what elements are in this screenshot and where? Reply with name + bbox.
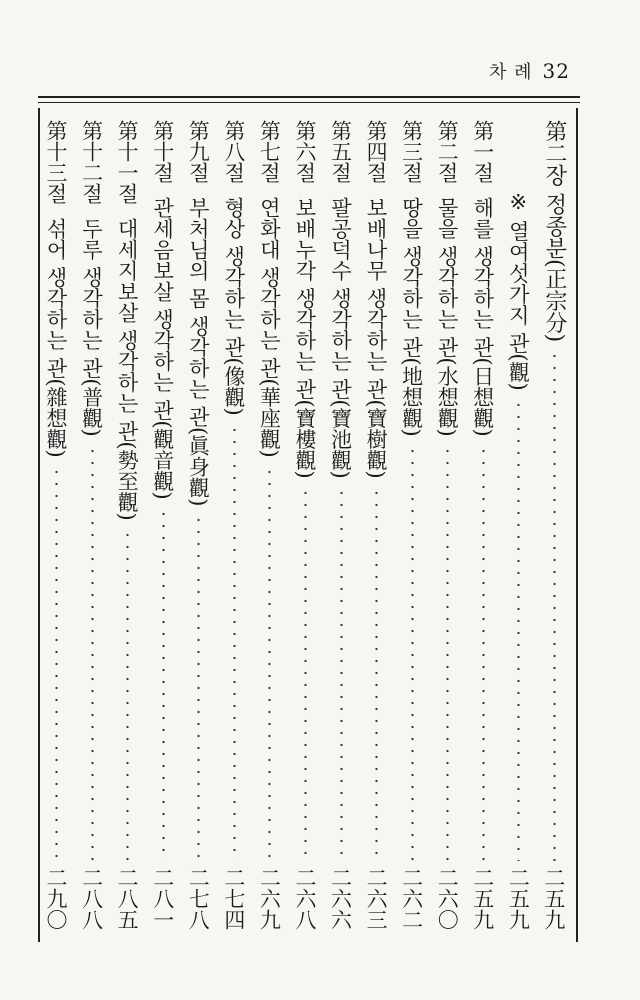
entry-number: 第九절 — [186, 120, 211, 183]
toc-entry — [182, 120, 214, 930]
entry-title — [253, 120, 285, 458]
entry-number: 第七절 — [257, 120, 282, 183]
entry-title — [325, 120, 357, 479]
entry-title — [431, 120, 463, 437]
entry-title — [111, 120, 143, 521]
entry-label: 두루 생각하는 관(普觀) — [79, 218, 104, 437]
toc-entry — [289, 120, 321, 930]
dot-leader — [553, 350, 556, 861]
entry-label: 물을 생각하는 관(水想觀) — [435, 197, 460, 437]
entry-label: 형상 생각하는 관(像觀) — [221, 197, 246, 416]
dot-leader — [411, 445, 414, 861]
toc-entry — [467, 120, 499, 930]
entry-page: 二六〇 — [435, 867, 460, 930]
entry-label: 보배나무 생각하는 관(寶樹觀) — [364, 197, 389, 479]
toc-entry — [360, 120, 392, 930]
entry-number: 第一절 — [470, 120, 495, 183]
toc-entry — [431, 120, 463, 930]
entry-number: 第十三절 — [44, 120, 68, 204]
entry-label: 팔공덕수 생각하는 관(寶池觀) — [328, 197, 353, 479]
entry-title — [40, 120, 72, 458]
toc-entry — [253, 120, 285, 930]
dot-leader — [126, 529, 129, 861]
entry-number: 第十一절 — [115, 120, 140, 204]
entry-title — [182, 120, 214, 506]
header-label: 차 례 — [489, 62, 533, 83]
entry-label: 관세음보살 생각하는 관(觀音觀) — [150, 197, 175, 500]
section-note-page: 二五九 — [506, 867, 531, 930]
entry-title — [360, 120, 392, 479]
toc-entry — [111, 120, 143, 930]
entry-number: 第六절 — [292, 120, 317, 183]
dot-leader — [375, 487, 378, 861]
entry-label: 보배누각 생각하는 관(寶樓觀) — [292, 197, 317, 479]
dot-leader — [268, 466, 271, 861]
entry-page: 二六九 — [257, 867, 282, 930]
dot-leader — [482, 445, 485, 861]
entry-page: 二七四 — [221, 867, 246, 930]
entry-label: 땅을 생각하는 관(地想觀) — [399, 197, 424, 437]
toc-entry — [218, 120, 250, 930]
running-header — [489, 58, 570, 84]
dot-leader — [55, 466, 58, 861]
entry-page: 二六八 — [292, 867, 317, 930]
entry-page: 二七八 — [186, 867, 211, 930]
entry-title — [76, 120, 108, 437]
toc-chapter-entry — [538, 120, 570, 930]
toc-entry — [76, 120, 108, 930]
toc-entry — [40, 120, 72, 930]
dot-leader — [517, 399, 520, 861]
entry-title — [289, 120, 321, 479]
entry-title — [147, 120, 179, 500]
entry-number: 第四절 — [364, 120, 389, 183]
entry-label: 해를 생각하는 관(日想觀) — [470, 197, 495, 437]
chapter-page: 二五九 — [541, 867, 566, 930]
entry-number: 第三절 — [399, 120, 424, 183]
entry-title — [396, 120, 428, 437]
toc-entry — [325, 120, 357, 930]
entry-number: 第二절 — [435, 120, 460, 183]
dot-leader — [197, 514, 200, 861]
entry-page: 二六三 — [364, 867, 389, 930]
entry-page: 二五九 — [470, 867, 495, 930]
entry-page: 二六六 — [328, 867, 353, 930]
entry-page: 二八八 — [79, 867, 104, 930]
entry-number: 第五절 — [328, 120, 353, 183]
entry-page: 二六二 — [399, 867, 424, 930]
dot-leader — [340, 487, 343, 861]
entry-number: 第八절 — [221, 120, 246, 183]
toc-section-note — [502, 120, 534, 930]
chapter-title: 第二장 정종분(正宗分) — [541, 120, 567, 343]
header-page-number: 32 — [542, 59, 570, 83]
entry-page: 二九〇 — [44, 867, 68, 930]
dot-leader — [91, 445, 94, 861]
table-of-contents — [40, 120, 570, 930]
entry-title — [467, 120, 499, 437]
dot-leader — [446, 445, 449, 861]
entry-number: 第十절 — [150, 120, 175, 183]
entry-number: 第十二절 — [79, 120, 104, 204]
entry-label: 섞어 생각하는 관(雜想觀) — [44, 218, 68, 458]
dot-leader — [162, 508, 165, 861]
dot-leader — [304, 487, 307, 861]
toc-entry — [396, 120, 428, 930]
entry-label: 대세지보살 생각하는 관(勢至觀) — [115, 218, 140, 521]
header-rule — [38, 96, 580, 103]
entry-page: 二八一 — [150, 867, 175, 930]
entry-label: 부처님의 몸 생각하는 관(眞身觀) — [186, 197, 211, 507]
entry-page: 二八五 — [115, 867, 140, 930]
section-note-title: ※ 열여섯가지 관(觀) — [506, 190, 531, 391]
toc-entry — [147, 120, 179, 930]
entry-label: 연화대 생각하는 관(華座觀) — [257, 197, 282, 458]
entry-title — [218, 120, 250, 416]
dot-leader — [233, 424, 236, 861]
